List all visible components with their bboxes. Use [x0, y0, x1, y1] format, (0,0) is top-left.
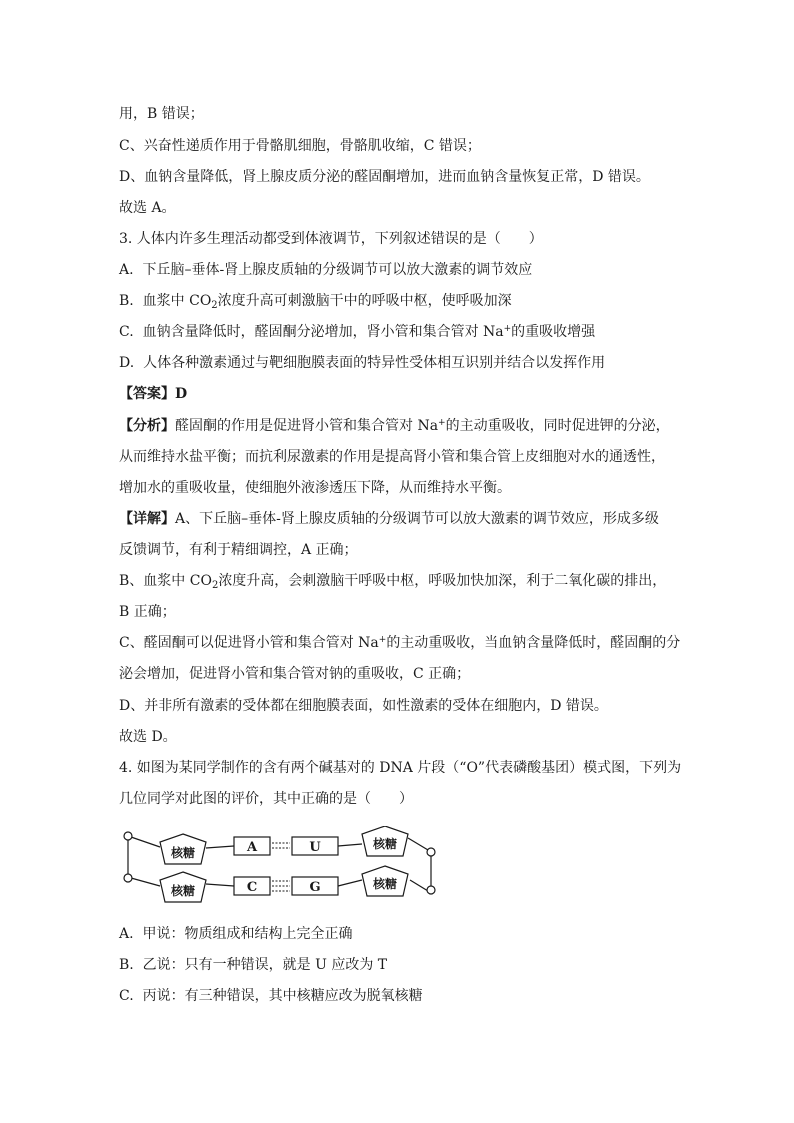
bottom-sugar-base-bond-right: [338, 880, 362, 886]
sugar-label: 核糖: [372, 837, 398, 851]
base-label-g: G: [309, 880, 321, 895]
top-sugar-base-bond-right: [338, 844, 362, 846]
sugar-label: 核糖: [372, 877, 398, 891]
prev-text-line-2: C、兴奋性递质作用于骨骼肌细胞，骨骼肌收缩，C 错误；: [119, 138, 481, 154]
q3-analysis-line-2: 从而维持水盐平衡；而抗利尿激素的作用是提高肾小管和集合管上皮细胞对水的通透性，: [119, 449, 665, 465]
phosphate-circle: [124, 832, 132, 840]
q3-analysis-line-3: 增加水的重吸收量，使细胞外液渗透压下降，从而维持水平衡。: [119, 480, 511, 496]
q3-detail-line-2: 反馈调节，有利于精细调控，A 正确；: [119, 542, 358, 558]
q3-detail-line-4: B 正确；: [119, 604, 176, 620]
prev-conclusion: 故选 A。: [119, 200, 176, 216]
right-top-bond: [408, 838, 428, 850]
phosphate-circle: [427, 886, 435, 894]
q3-detail-line-5: C、醛固酮可以促进肾小管和集合管对 Na+的主动重吸收，当血钠含量降低时，醛固酮的分: [119, 635, 681, 651]
q4-stem-line-1: 4. 如图为某同学制作的含有两个碱基对的 DNA 片段（“O”代表磷酸基团）模式图，下列为: [119, 760, 682, 776]
q3-option-a: A. 下丘脑–垂体-肾上腺皮质轴的分级调节可以放大激素的调节效应: [119, 262, 533, 278]
q3-analysis-line-1: 【分析】醛固酮的作用是促进肾小管和集合管对 Na+的主动重吸收，同时促进钾的分泌，: [119, 418, 670, 434]
q3-detail-line-7: D、并非所有激素的受体都在细胞膜表面，如性激素的受体在细胞内，D 错误。: [119, 698, 608, 714]
right-bottom-bond: [410, 880, 428, 891]
q3-option-d: D. 人体各种激素通过与靶细胞膜表面的特异性受体相互识别并结合以发挥作用: [119, 355, 606, 371]
q4-option-b: B. 乙说：只有一种错误，就是 U 应改为 T: [119, 957, 388, 973]
base-label-a: A: [246, 840, 258, 855]
sugar-label: 核糖: [170, 846, 196, 860]
sugar-label: 核糖: [170, 884, 196, 898]
dna-fragment-diagram: [116, 826, 446, 906]
q3-stem: 3. 人体内许多生理活动都受到体液调节，下列叙述错误的是（ ）: [119, 231, 543, 247]
phosphate-circle: [124, 874, 132, 882]
top-sugar-base-bond-left: [206, 846, 234, 848]
base-label-c: C: [246, 880, 258, 895]
phosphate-circle: [427, 848, 435, 856]
left-bottom-bond: [131, 878, 160, 886]
q4-stem-line-2: 几位同学对此图的评价，其中正确的是（ ）: [119, 791, 413, 807]
prev-text-line-1: 用，B 错误；: [119, 106, 204, 122]
q4-option-c: C. 丙说：有三种错误，其中核糖应改为脱氧核糖: [119, 988, 423, 1004]
q3-answer: 【答案】D: [119, 386, 188, 402]
bottom-sugar-base-bond-left: [206, 884, 234, 886]
q3-option-b: B. 血浆中 $CO_2$浓度升高可刺激脑干中的呼吸中枢，使呼吸加深: [119, 293, 512, 311]
q4-option-a: A. 甲说：物质组成和结构上完全正确: [119, 926, 353, 942]
q3-option-c: C. 血钠含量降低时，醛固酮分泌增加，肾小管和集合管对 Na+的重吸收增强: [119, 324, 596, 340]
q3-detail-line-3: B、血浆中 $CO_2$浓度升高，会刺激脑干呼吸中枢，呼吸加快加深，利于二氧化碳的排出，: [119, 573, 667, 591]
q3-detail-line-1: 【详解】A、下丘脑–垂体-肾上腺皮质轴的分级调节可以放大激素的调节效应，形成多级: [119, 511, 659, 527]
prev-text-line-3: D、血钠含量降低，肾上腺皮质分泌的醛固酮增加，进而血钠含量恢复正常，D 错误。: [119, 169, 650, 185]
left-top-bond: [131, 837, 160, 847]
q3-conclusion: 故选 D。: [119, 729, 177, 745]
base-label-u: U: [309, 840, 321, 855]
q3-detail-line-6: 泌会增加，促进肾小管和集合管对钠的重吸收，C 正确；: [119, 666, 471, 682]
